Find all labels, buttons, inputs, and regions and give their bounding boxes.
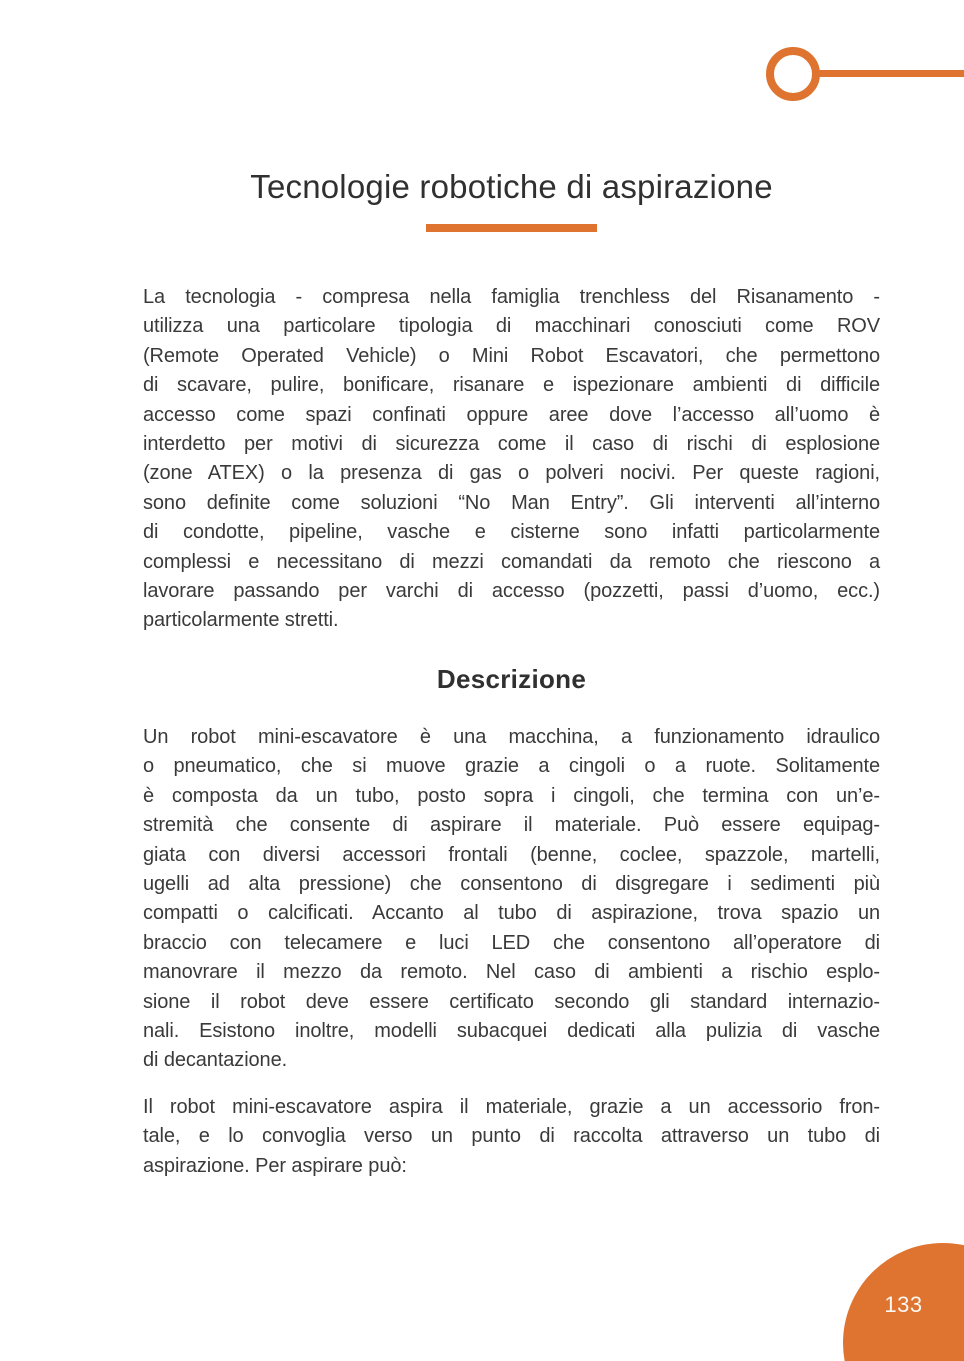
text-line: tale, e lo convoglia verso un punto di raccolta attraverso un tubo di <box>143 1125 880 1148</box>
text-line: Il robot mini-escavatore aspira il materiale, grazie a un accessorio fron- <box>143 1096 880 1118</box>
text-line: stremità che consente di aspirare il materiale. Può essere equipag- <box>143 814 880 837</box>
text-line: braccio con telecamere e luci LED che consentono all’operatore di <box>143 931 880 954</box>
text-line: giata con diversi accessori frontali (benne, coclee, spazzole, martelli, <box>143 843 880 866</box>
paragraph-aspiration <box>143 1093 880 1181</box>
text-line: nali. Esistono inoltre, modelli subacquei dedicati alla pulizia di vasche <box>143 1020 880 1043</box>
text-line: particolarmente stretti. <box>143 609 339 632</box>
text-line: Un robot mini-escavatore è una macchina, a funzionamento idraulico <box>143 726 880 748</box>
paragraph-description <box>143 723 880 1076</box>
section-heading: Descrizione <box>436 664 587 694</box>
text-line: (Remote Operated Vehicle) o Mini Robot Escavatori, che permettono <box>143 344 880 367</box>
text-line: di condotte, pipeline, vasche e cisterne sono infatti particolarmente <box>143 521 880 544</box>
text-line: (zone ATEX) o la presenza di gas o polveri nocivi. Per queste ragioni, <box>143 462 880 485</box>
text-line: interdetto per motivi di sicurezza come il caso di rischi di esplosione <box>143 433 880 456</box>
text-line: manovrare il mezzo da remoto. Nel caso di ambienti a rischio esplo- <box>143 961 880 984</box>
text-line: lavorare passando per varchi di accesso (pozzetti, passi d’uomo, ecc.) <box>143 580 880 603</box>
text-line: di decantazione. <box>143 1049 288 1072</box>
page-title: Tecnologie robotiche di aspirazione <box>250 168 773 205</box>
text-line: sono definite come soluzioni “No Man Entry”. Gli interventi all’interno <box>143 491 880 514</box>
title-underline <box>426 224 597 232</box>
text-line: è composta da un tubo, posto sopra i cingoli, che termina con un’e- <box>143 784 880 807</box>
text-line: La tecnologia - compresa nella famiglia trenchless del Risanamento - <box>143 286 880 308</box>
paragraph-intro <box>143 283 880 636</box>
text-line: accesso come spazi confinati oppure aree dove l’accesso all’uomo è <box>143 403 880 426</box>
page-number: 133 <box>884 1292 923 1317</box>
text-line: o pneumatico, che si muove grazie a cingoli o a ruote. Solitamente <box>143 755 880 778</box>
text-line: utilizza una particolare tipologia di macchinari conosciuti come ROV <box>143 315 880 338</box>
text-line: di scavare, pulire, bonificare, risanare e ispezionare ambienti di difficile <box>143 374 880 397</box>
ornament-rule <box>818 70 964 77</box>
text-line: sione il robot deve essere certificato secondo gli standard internazio- <box>143 990 880 1013</box>
text-line: compatti o calcificati. Accanto al tubo di aspirazione, trova spazio un <box>143 902 880 925</box>
ornament-circle-icon <box>766 47 820 101</box>
text-line: ugelli ad alta pressione) che consentono di disgregare i sedimenti più <box>143 873 880 896</box>
text-line: complessi e necessitano di mezzi comandati da remoto che riescono a <box>143 550 880 573</box>
text-line: aspirazione. Per aspirare può: <box>143 1154 407 1177</box>
